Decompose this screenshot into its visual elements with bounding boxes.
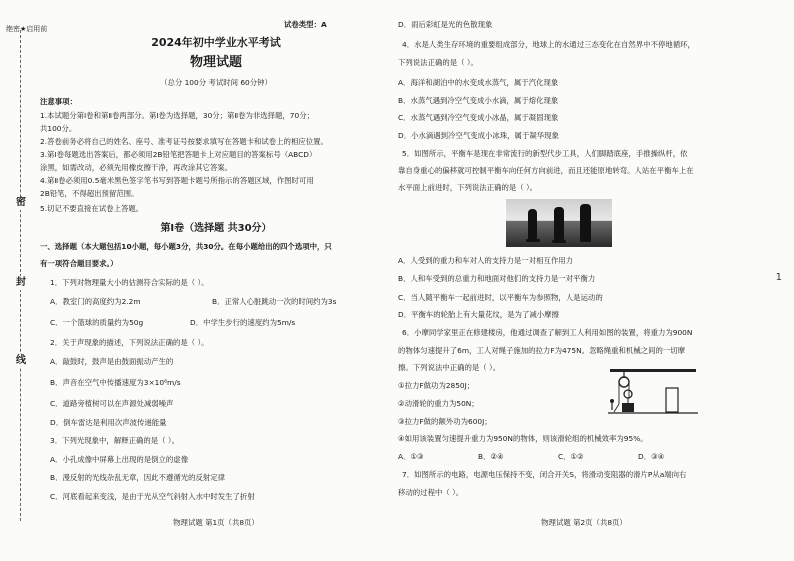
q6-statement-3: ③拉力F做的额外功为600J； [398,417,492,426]
paper-type: 试卷类型：A [284,20,327,29]
q3-option-d: D．雨后彩虹是光的色散现象 [398,20,493,29]
q6-statement-1: ①拉力F做功为2850J； [398,381,475,390]
q5-stem-cont: 靠自身重心的偏移就可控制平衡车向任何方向前进，而且还能原地转弯。人站在平衡车上在 [398,166,694,175]
exam-title: 2024年初中学业水平考试 [151,36,281,49]
right-column [398,0,770,561]
q3-option-b: B．漫反射的光线杂乱无章，因此不遵循光的反射定律 [50,473,226,482]
q4-option-b: B．水蒸气遇到冷空气变成小水滴，属于熔化现象 [398,96,559,105]
q4-option-d: D．小水滴遇到冷空气变成小冰珠，属于凝华现象 [398,131,559,140]
q2-option-b: B．声音在空气中传播速度为3×10⁸m/s [50,378,181,387]
q5-option-a: A．人受到的重力和车对人的支持力是一对相互作用力 [398,256,574,265]
q6-option-d: D．③④ [638,452,665,461]
section-instruction: 一、选择题（本大题包括10小题，每小题3分，共30分。在每小题给出的四个选项中，只 [40,242,332,251]
q6-option-b: B．②④ [478,452,504,461]
q4-option-c: C．水蒸气遇到冷空气变成小冰晶，属于凝固现象 [398,113,559,122]
footer-left: 物理试题 第1页（共8页） [173,518,259,527]
q5-option-b: B．人和车受到的总重力和地面对他们的支持力是一对平衡力 [398,274,596,283]
balance-car-photo [506,199,612,247]
secret-label: 绝密★启用前 [6,25,48,33]
note-line: 2.答卷前务必将自己的姓名、座号、准考证号按要求填写在答题卡和试卷上的相应位置。 [40,137,328,146]
q4-stem-cont: 下列说法正确的是（ ）。 [398,58,478,67]
q6-option-a: A．①③ [398,452,424,461]
q5-stem: 5．如图所示，平衡车是现在非常流行的新型代步工具，人们脚踏底座，手推操纵杆，依 [402,149,688,158]
section-instruction: 有一项符合题目要求。） [40,259,118,268]
section-title: 第Ⅰ卷（选择题 共30分） [160,223,272,234]
right-edge-mark: 1 [775,272,782,283]
note-line: 5.切记不要直接在试卷上答题。 [40,204,144,213]
q6-stem: 6．小摩同学家里正在修建楼房，他通过调查了解到工人利用如图的装置，将重力为900N [402,328,693,337]
q3-option-c: C．河底看起来变浅，是由于光从空气斜射入水中时发生了折射 [50,492,255,501]
q3-stem: 3．下列光现象中，解释正确的是（ ）。 [50,436,179,445]
footer-right: 物理试题 第2页（共8页） [541,518,627,527]
score-time: （总分 100分 考试时间 60分钟） [160,78,272,87]
q2-option-d: D．倒车雷达是利用次声波传递能量 [50,418,167,427]
q2-stem: 2．关于声现象的描述，下列说法正确的是（ ）。 [50,338,209,347]
seal-char-feng: 封 [16,277,26,288]
seal-char-xian: 线 [16,355,26,366]
notes-heading: 注意事项： [40,97,77,106]
q5-stem-cont: 水平面上前进时，下列说法正确的是（ ）。 [398,183,538,192]
note-line: 3.第Ⅰ卷每题选出答案后，都必须用2B铅笔把答题卡上对应题目的答案标号（ABCD） [40,150,317,159]
q2-option-a: A．敲鼓时，鼓声是由鼓面振动产生的 [50,357,174,366]
q4-option-a: A．海洋和湖泊中的水变成水蒸气，属于汽化现象 [398,78,559,87]
q5-option-d: D．平衡车的轮胎上有大量花纹，是为了减小摩擦 [398,310,559,319]
note-line: 1.本试题分第Ⅰ卷和第Ⅱ卷两部分。第Ⅰ卷为选择题，30分；第Ⅱ卷为非选择题，70分； [40,111,314,120]
note-line: 2B铅笔，不得超出预留范围。 [40,189,139,198]
q4-stem: 4．水是人类生存环境的重要组成部分，地球上的水通过三态变化在自然界中不停地循环， [402,40,695,49]
left-column [40,0,392,561]
subject-title: 物理试题 [189,55,242,70]
q6-statement-2: ②动滑轮的重力为50N； [398,399,479,408]
note-line: 涂黑，如需改动，必须先用橡皮擦干净，再改涂其它答案。 [40,163,233,172]
note-line: 共100分。 [40,124,77,133]
pulley-diagram [608,368,698,414]
q1-option-b: B．正常人心脏跳动一次的时间约为3s [212,297,337,306]
q6-statement-4: ④如用该装置匀速提升重力为950N的物体，则该滑轮组的机械效率为95%。 [398,434,648,443]
q7-stem-cont: 移动的过程中（ ）。 [398,488,464,497]
q5-option-c: C．当人随平衡车一起前进时，以平衡车为参照物，人是运动的 [398,293,603,302]
q2-option-c: C．道路旁植树可以在声源处减弱噪声 [50,399,174,408]
q1-option-a: A．教室门的高度约为2.2m [50,297,141,306]
q3-option-a: A．小孔成像中屏幕上出现的是倒立的虚像 [50,455,189,464]
q1-option-c: C．一个篮球的质量约为50g [50,318,144,327]
note-line: 4.第Ⅱ卷必须用0.5毫米黑色签字笔书写到答题卡题号所指示的答题区域，作图时可用 [40,176,314,185]
q7-stem: 7．如图所示的电路，电源电压保持不变，闭合开关S，将滑动变阻器的滑片P从a端向右 [402,470,687,479]
seal-char-mi: 密 [16,197,26,208]
q6-stem-cont: 擦。下列说法中正确的是（ ）。 [398,363,501,372]
q6-stem-cont: 的物体匀速提升了6m，工人对绳子施加的拉力F为475N。忽略绳重和机械之间的一切摩 [398,346,686,355]
q1-option-d: D．中学生步行的速度约为5m/s [190,318,296,327]
q6-option-c: C．①② [558,452,584,461]
q1-stem: 1．下列对物理量大小的估测符合实际的是（ ）。 [50,278,209,287]
